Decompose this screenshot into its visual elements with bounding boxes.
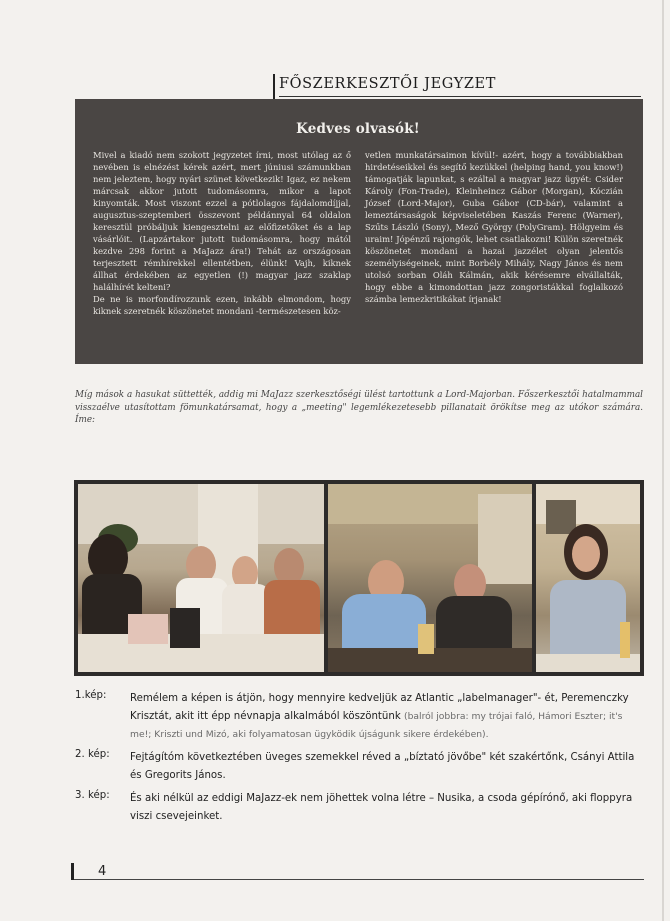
photo-2 <box>328 484 532 672</box>
editorial-paragraph: De ne is morfondírozzunk ezen, inkább elmondom, hogy kiknek szeretnék köszönetet mondani -természetesen köz- <box>93 294 351 316</box>
page-number: 4 <box>98 864 107 879</box>
editorial-column-left <box>93 149 351 317</box>
editorial-paragraph: vetlen munkatársaimon kívül!- azért, hogy a továbbiakban hirdetéseikkel és segítő kezükkel (helping hand, you know!) támogatják lapunkat, s ezáltal a magyar jazz ügyét: Csider Károly (Fon-Trade), Kleinheincz Gábor (Morgan), Kóczián József (Lord-Major), Guba Gábor (CD-bár), valamint a lemeztársaságok képviseletében Kaszás Ferenc (Warner), Szűts László (Sony), Mező György (PolyGram). Hölgyeim és uraim! Jópénzű rajongók, lehet csatlakozni! Külön szeretnék köszönetet mondani a hazai jazzélet olyan jelentős személyiségeinek, mint Borbély Mihály, Nagy János és nem utolsó sorban Oláh Kálmán, akik kérésemre elvállalták, hogy ebbe a kimondottan jazz zongoristákkal foglalkozó számba lemezkritikákat írjanak! <box>365 150 623 304</box>
caption-text <box>130 749 645 785</box>
caption-main: Fejtágítóm következtében üveges szemekkel réved a „bíztató jövőbe" két szakértőnk, Csányi Attila és Gregorits János. <box>130 752 635 781</box>
editorial-column-right <box>365 149 623 317</box>
caption-row <box>75 690 645 744</box>
photo-3 <box>536 484 640 672</box>
caption-main: Remélem a képen is átjön, hogy mennyire kedveljük az Atlantic „labelmanager"- ét, Peremenczky Krisztát, akit itt épp névnapja alkalmából köszöntünk <box>130 693 629 722</box>
caption-label: 3. kép: <box>75 790 110 801</box>
editorial-box <box>75 99 643 364</box>
header-rule <box>273 74 275 100</box>
section-title: FŐSZERKESZTŐI JEGYZET <box>279 76 497 92</box>
photo-strip <box>74 480 644 676</box>
header-underline <box>279 96 641 97</box>
footer-rule <box>74 879 644 880</box>
caption-row <box>75 790 645 826</box>
page-edge <box>662 0 664 921</box>
photo-1 <box>78 484 324 672</box>
caption-label: 1.kép: <box>75 690 107 701</box>
photo-intro-caption: Míg mások a hasukat süttették, addig mi MaJazz szerkesztőségi ülést tartottunk a Lord-Majorban. Főszerkesztői hatalmammal visszaélve utasítottam fömunkatársamat, hogy a „meeting" legemlékezetesebb pillanatait örökítse meg az utókor számára. Íme: <box>75 390 643 425</box>
caption-text <box>130 690 645 744</box>
caption-row <box>75 749 645 785</box>
caption-label: 2. kép: <box>75 749 110 760</box>
photo-captions <box>75 690 645 831</box>
editorial-paragraph: Mivel a kiadó nem szokott jegyzetet írni, most utólag az ő nevében is elnézést kérek azért, mert júniusi számunkban nem jeleztem, hogy nyári szünet következik! Igaz, ez nekem márcsak akkor jutott tudomásomra, mikor a lapot kinyomták. Most viszont ezzel a pótlolagos fájdalomdíjjal, augusztus-szeptemberi összevont példánnyal 64 oldalon keresztül próbáljuk kiengesztelni az előfizetőket és a lap vásárlóit. (Lapzártakor jutott tudomásomra, hogy mától kezdve 298 forint a MaJazz ára!) Tehát az országosan terjesztett rémhírekkel ellentétben, élünk! Vajh, kiknek állhat érdekében az egyetlen (!) magyar jazz szaklap halálhírét kelteni? <box>93 150 351 292</box>
caption-main: És aki nélkül az eddigi MaJazz-ek nem jöhettek volna létre – Nusika, a csoda gépírónő, aki floppyra viszi csevejeinket. <box>130 793 633 822</box>
caption-note: (balról jobbra: my trójai faló, Hámori Eszter; it's me!; Kriszti und Mizó, aki folyamatosan ügyködik újságunk sikere érdekében). <box>130 711 623 740</box>
editorial-columns <box>93 149 623 317</box>
caption-text <box>130 790 645 826</box>
editorial-title: Kedves olvasók! <box>296 121 420 137</box>
footer-bar <box>71 863 74 880</box>
